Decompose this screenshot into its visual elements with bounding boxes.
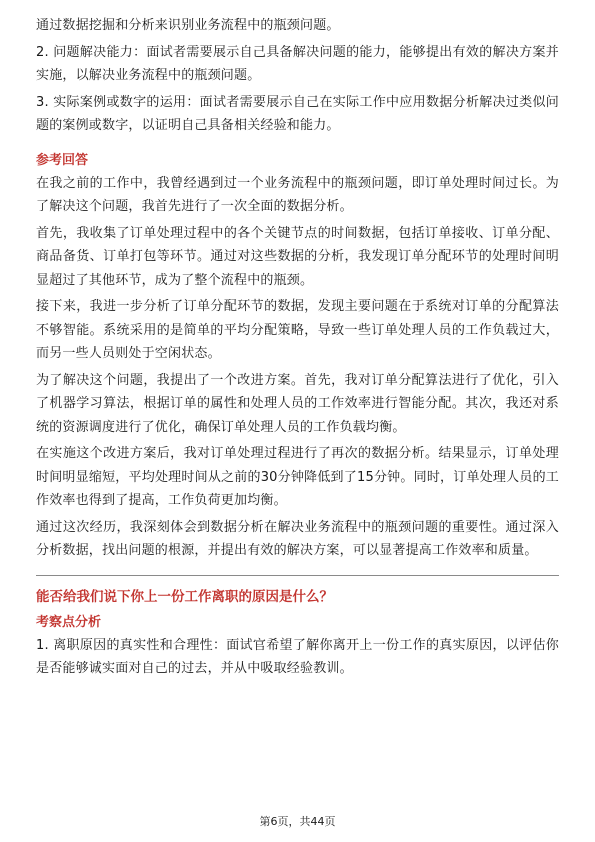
answer-paragraph-3: 接下来，我进一步分析了订单分配环节的数据，发现主要问题在于系统对订单的分配算法不够智能。系统采用的是简单的平均分配策略，导致一些订单处理人员的工作负载过大，而另一些人员则处于空闲状态。: [36, 299, 559, 361]
document-page: [36, 14, 559, 684]
intro-paragraph-3: 3. 实际案例或数字的运用：面试者需要展示自己在实际工作中应用数据分析解决过类似问题的案例或数字，以证明自己具备相关经验和能力。: [36, 94, 559, 133]
answer-paragraph-5: 在实施这个改进方案后，我对订单处理过程进行了再次的数据分析。结果显示，订单处理时间明显缩短，平均处理时间从之前的30分钟降低到了15分钟。同时，订单处理人员的工作效率也得到了提高，工作负荷更加均衡。: [36, 446, 559, 508]
answer-paragraph-6: 通过这次经历，我深刻体会到数据分析在解决业务流程中的瓶颈问题的重要性。通过深入分析数据，找出问题的根源，并提出有效的解决方案，可以显著提高工作效率和质量。: [36, 519, 559, 558]
analysis-paragraph-1: 1. 离职原因的真实性和合理性：面试官希望了解你离开上一份工作的真实原因，以评估你是否能够诚实面对自己的过去，并从中吸取经验教训。: [36, 637, 559, 676]
analysis-heading: 考察点分析: [36, 614, 102, 630]
intro-paragraph-2: 2. 问题解决能力：面试者需要展示自己具备解决问题的能力，能够提出有效的解决方案并实施，以解决业务流程中的瓶颈问题。: [36, 44, 559, 83]
answer-paragraph-4: 为了解决这个问题，我提出了一个改进方案。首先，我对订单分配算法进行了优化，引入了机器学习算法，根据订单的属性和处理人员的工作效率进行智能分配。其次，我还对系统的资源调度进行了优化，确保订单处理人员的工作负载均衡。: [36, 372, 559, 435]
section-divider: [36, 575, 559, 576]
intro-paragraph-1: 通过数据挖掘和分析来识别业务流程中的瓶颈问题。: [36, 18, 340, 33]
answer-paragraph-1: 在我之前的工作中，我曾经遇到过一个业务流程中的瓶颈问题，即订单处理时间过长。为了解决这个问题，我首先进行了一次全面的数据分析。: [36, 175, 559, 214]
page-footer: 第6页，共44页: [259, 815, 336, 828]
reference-answer-heading: 参考回答: [36, 152, 89, 168]
question-heading: 能否给我们说下你上一份工作离职的原因是什么？: [36, 588, 333, 605]
answer-paragraph-2: 首先，我收集了订单处理过程中的各个关键节点的时间数据，包括订单接收、订单分配、商品备货、订单打包等环节。通过对这些数据的分析，我发现订单分配环节的处理时间明显超过了其他环节，成为了整个流程中的瓶颈。: [36, 225, 559, 288]
